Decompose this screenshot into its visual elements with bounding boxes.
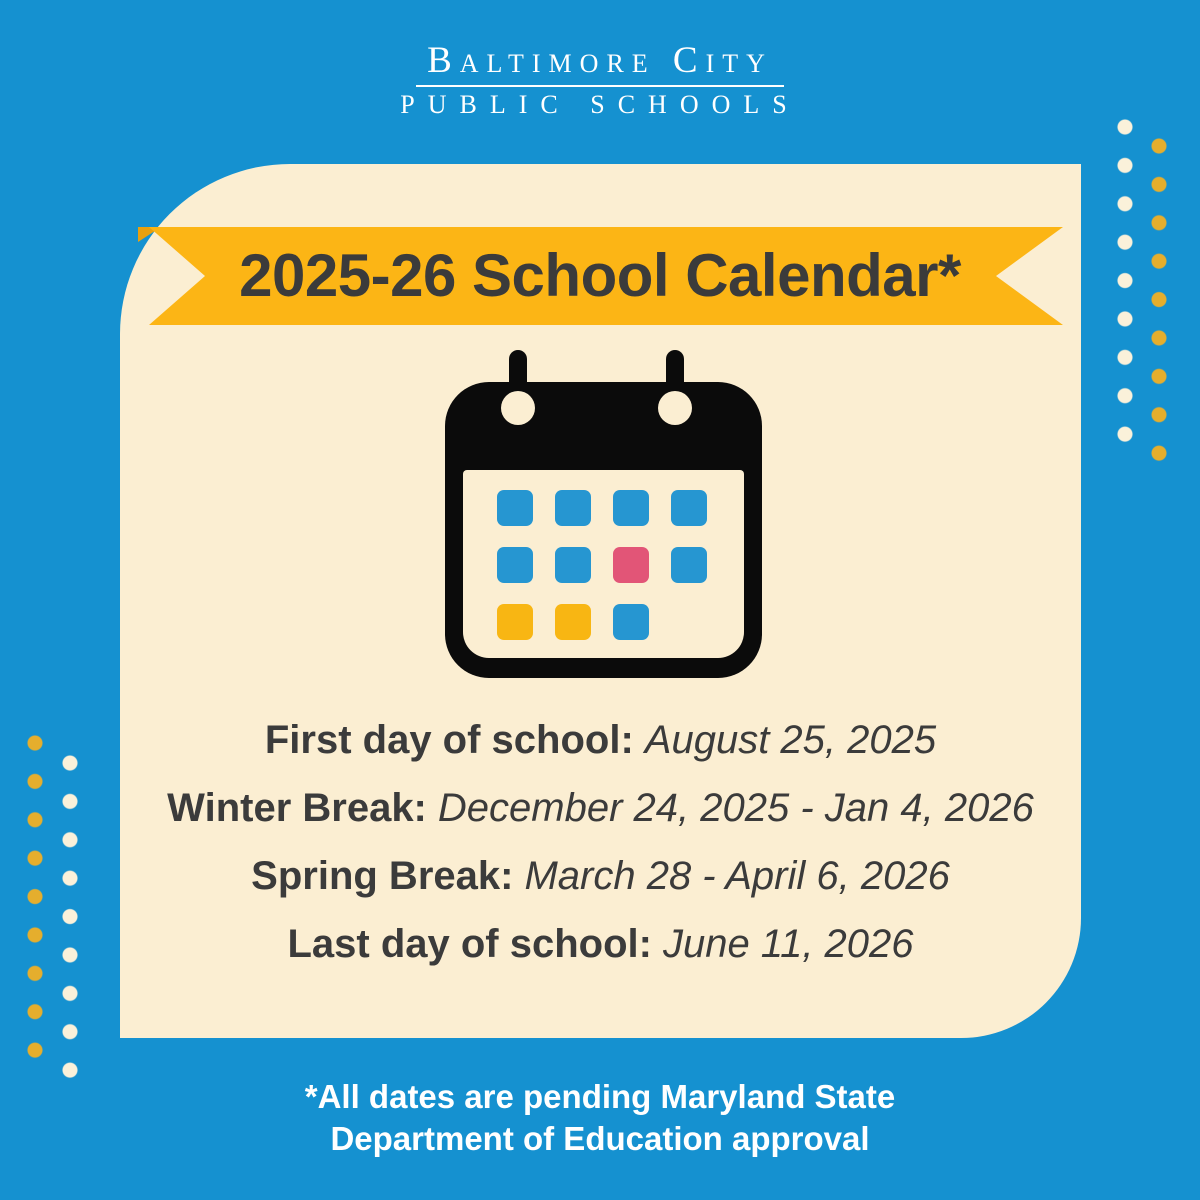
date-line-first-day [120,706,1081,774]
logo-divider-line [416,85,784,87]
date-value: August 25, 2025 [644,718,937,762]
logo-baltimore-city: Baltimore City [427,40,773,81]
logo-public-schools: PUBLIC SCHOOLS [400,90,800,119]
calendar-day-square-blue [555,547,591,583]
date-label: Spring Break: [251,854,514,898]
calendar-grid [497,490,707,640]
title-ribbon [130,220,1070,330]
calendar-day-square-blue [497,547,533,583]
calendar-day-square-blue [555,490,591,526]
disclaimer [0,1076,1200,1160]
calendar-day-square-blue [613,604,649,640]
dot-pattern-left-gold [27,724,43,1070]
calendar-day-square-blue [497,490,533,526]
calendar-day-square-blue [671,490,707,526]
calendar-day-square-pink [613,547,649,583]
calendar-day-square-gold [555,604,591,640]
key-dates-list [120,706,1081,978]
disclaimer-line1: *All dates are pending Maryland State [304,1078,896,1115]
date-value: December 24, 2025 - Jan 4, 2026 [437,786,1034,830]
date-line-spring-break [120,842,1081,910]
calendar-ring-hole-left [501,391,535,425]
poster-title: 2025-26 School Calendar* [239,241,961,309]
date-line-winter-break [120,774,1081,842]
calendar-day-square-blue [671,547,707,583]
date-value: March 28 - April 6, 2026 [524,854,950,898]
calendar-day-square-blue [613,490,649,526]
disclaimer-line2: Department of Education approval [330,1120,870,1157]
dot-pattern-left-white [62,744,78,1090]
date-label: First day of school: [264,718,634,762]
date-value: June 11, 2026 [662,922,914,966]
calendar-icon [443,348,763,680]
date-line-last-day [120,910,1081,978]
calendar-ring-hole-right [658,391,692,425]
date-label: Winter Break: [167,786,427,830]
dot-pattern-right-gold [1151,127,1167,473]
district-logo [0,42,1200,119]
dot-pattern-right-white [1117,108,1133,454]
calendar-day-square-gold [497,604,533,640]
date-label: Last day of school: [287,922,652,966]
